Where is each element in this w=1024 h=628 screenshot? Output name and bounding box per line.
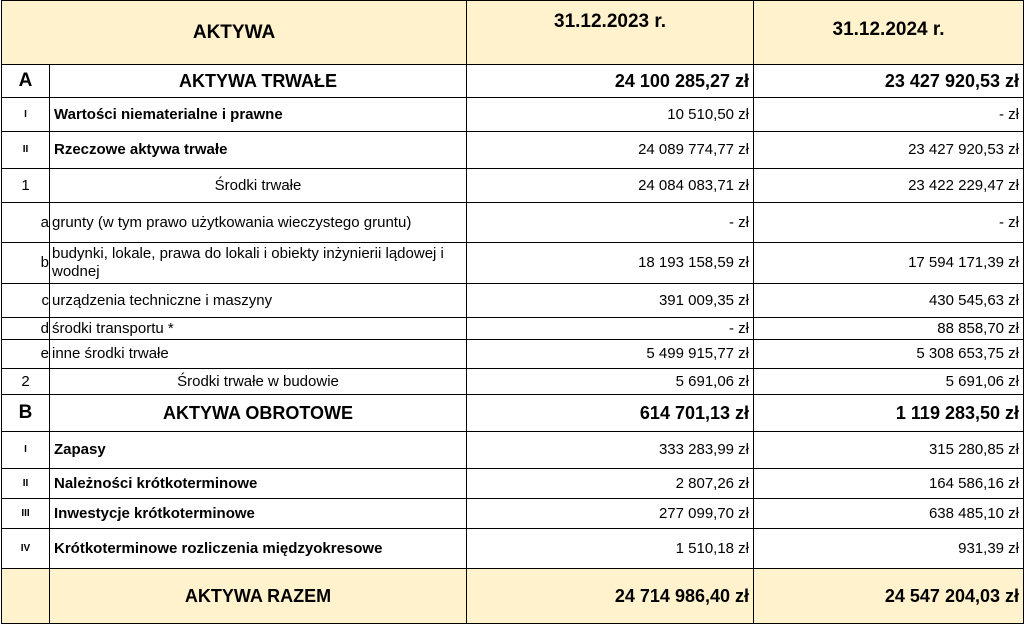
row-label: AKTYWA TRWAŁE	[50, 65, 467, 98]
table-row	[2, 284, 1024, 318]
row-value-2023: 614 701,13 zł	[467, 395, 754, 432]
row-code: c	[2, 284, 50, 318]
row-code: B	[2, 395, 50, 432]
row-code: d	[2, 318, 50, 340]
header-row	[2, 1, 1024, 65]
row-value-2023: 5 499 915,77 zł	[467, 340, 754, 369]
row-value-2023: 24 089 774,77 zł	[467, 132, 754, 169]
row-value-2023: 24 100 285,27 zł	[467, 65, 754, 98]
total-row	[2, 569, 1024, 624]
table-row	[2, 65, 1024, 98]
row-label: grunty (w tym prawo użytkowania wieczystego gruntu)	[50, 203, 467, 243]
row-value-2024: 88 858,70 zł	[754, 318, 1024, 340]
row-value-2024: 23 422 229,47 zł	[754, 169, 1024, 203]
row-value-2023: 2 807,26 zł	[467, 469, 754, 499]
table-row	[2, 169, 1024, 203]
row-label: Należności krótkoterminowe	[50, 469, 467, 499]
total-code-blank	[2, 569, 50, 624]
table-row	[2, 340, 1024, 369]
total-value-2024: 24 547 204,03 zł	[754, 569, 1024, 624]
row-value-2023: 24 084 083,71 zł	[467, 169, 754, 203]
row-value-2023: 1 510,18 zł	[467, 529, 754, 569]
total-label: AKTYWA RAZEM	[50, 569, 467, 624]
row-value-2024: 23 427 920,53 zł	[754, 65, 1024, 98]
row-value-2024: 931,39 zł	[754, 529, 1024, 569]
table-row	[2, 395, 1024, 432]
row-value-2024: 638 485,10 zł	[754, 499, 1024, 529]
row-code: III	[2, 499, 50, 529]
row-code: 1	[2, 169, 50, 203]
row-label: Inwestycje krótkoterminowe	[50, 499, 467, 529]
row-value-2023: 18 193 158,59 zł	[467, 243, 754, 284]
row-code: II	[2, 469, 50, 499]
row-value-2023: 5 691,06 zł	[467, 369, 754, 395]
table-row	[2, 369, 1024, 395]
row-code: A	[2, 65, 50, 98]
row-value-2023: 277 099,70 zł	[467, 499, 754, 529]
row-label: budynki, lokale, prawa do lokali i obiekty inżynierii lądowej i wodnej	[50, 243, 467, 284]
row-code: I	[2, 98, 50, 132]
row-label: Środki trwałe w budowie	[50, 369, 467, 395]
table-row	[2, 318, 1024, 340]
row-code: 2	[2, 369, 50, 395]
row-code: a	[2, 203, 50, 243]
row-value-2023: 333 283,99 zł	[467, 432, 754, 469]
row-label: AKTYWA OBROTOWE	[50, 395, 467, 432]
row-value-2024: 1 119 283,50 zł	[754, 395, 1024, 432]
row-label: Wartości niematerialne i prawne	[50, 98, 467, 132]
header-date-2023: 31.12.2023 r.	[467, 1, 754, 65]
row-value-2024: 17 594 171,39 zł	[754, 243, 1024, 284]
row-value-2024: 5 691,06 zł	[754, 369, 1024, 395]
row-label: Środki trwałe	[50, 169, 467, 203]
row-label: inne środki trwałe	[50, 340, 467, 369]
row-value-2024: 5 308 653,75 zł	[754, 340, 1024, 369]
row-label: Zapasy	[50, 432, 467, 469]
row-code: IV	[2, 529, 50, 569]
row-label: Rzeczowe aktywa trwałe	[50, 132, 467, 169]
row-value-2023: 391 009,35 zł	[467, 284, 754, 318]
row-value-2023: - zł	[467, 318, 754, 340]
table-row	[2, 469, 1024, 499]
row-label: środki transportu *	[50, 318, 467, 340]
row-value-2024: - zł	[754, 98, 1024, 132]
row-value-2024: 164 586,16 zł	[754, 469, 1024, 499]
table-row	[2, 432, 1024, 469]
row-label: urządzenia techniczne i maszyny	[50, 284, 467, 318]
row-value-2023: - zł	[467, 203, 754, 243]
row-value-2024: 430 545,63 zł	[754, 284, 1024, 318]
row-code: I	[2, 432, 50, 469]
table-row	[2, 132, 1024, 169]
table-row	[2, 499, 1024, 529]
row-value-2024: 315 280,85 zł	[754, 432, 1024, 469]
table-row	[2, 98, 1024, 132]
table-row	[2, 243, 1024, 284]
total-value-2023: 24 714 986,40 zł	[467, 569, 754, 624]
table-row	[2, 529, 1024, 569]
table-row	[2, 203, 1024, 243]
row-value-2023: 10 510,50 zł	[467, 98, 754, 132]
row-code: II	[2, 132, 50, 169]
assets-table	[1, 0, 1024, 624]
row-code: e	[2, 340, 50, 369]
row-value-2024: 23 427 920,53 zł	[754, 132, 1024, 169]
header-label: AKTYWA	[2, 1, 467, 65]
row-code: b	[2, 243, 50, 284]
row-value-2024: - zł	[754, 203, 1024, 243]
header-date-2024: 31.12.2024 r.	[754, 1, 1024, 65]
row-label: Krótkoterminowe rozliczenia międzyokresowe	[50, 529, 467, 569]
